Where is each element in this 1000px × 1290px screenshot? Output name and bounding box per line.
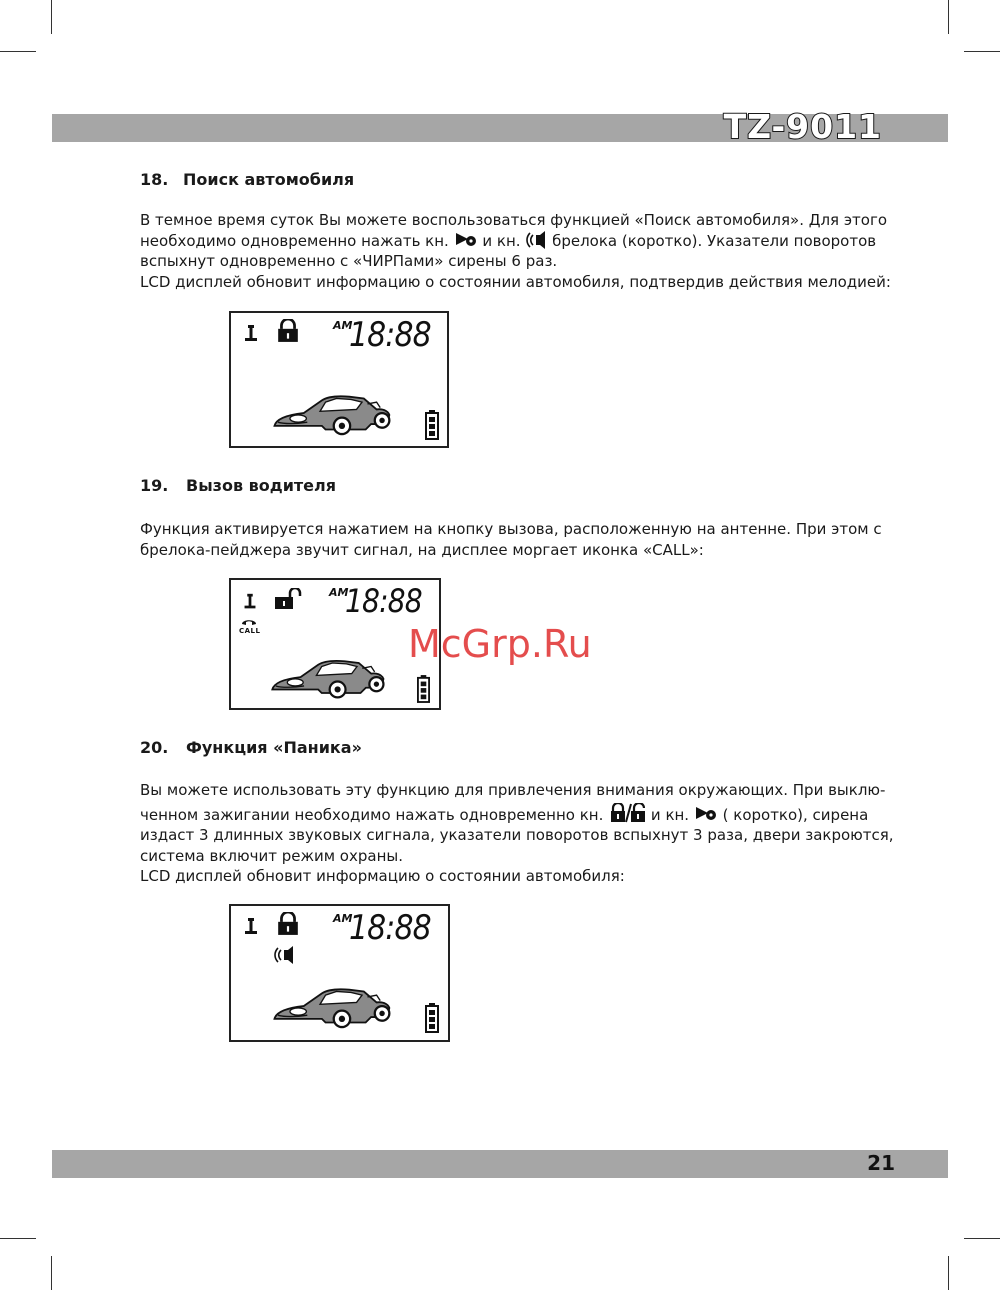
lock-closed-icon bbox=[276, 319, 300, 343]
antenna-icon bbox=[243, 592, 257, 612]
section-number: 20. bbox=[140, 738, 169, 757]
siren-button-icon bbox=[526, 231, 546, 249]
text-fragment: и кн. bbox=[482, 231, 521, 250]
siren-icon bbox=[273, 946, 295, 964]
car-icon bbox=[269, 980, 393, 1034]
section-19-heading bbox=[140, 476, 336, 495]
section-title: Вызов водителя bbox=[186, 476, 337, 495]
battery-icon bbox=[425, 410, 439, 440]
section-title: Поиск автомобиля bbox=[183, 170, 355, 189]
lcd-time: 18:88 bbox=[345, 582, 422, 620]
am-indicator: AM bbox=[333, 319, 353, 332]
section-20-heading bbox=[140, 738, 362, 757]
phone-icon bbox=[241, 617, 257, 626]
call-indicator: CALL bbox=[239, 627, 261, 635]
crop-mark bbox=[51, 1256, 52, 1290]
text-line: Вы можете использовать эту функцию для привлечения внимания окружающих. При выклю- bbox=[140, 781, 886, 799]
text-line bbox=[140, 803, 870, 826]
lock-open-icon bbox=[273, 588, 303, 610]
text-fragment: ченном зажигании необходимо нажать одновременно кн. bbox=[140, 805, 604, 824]
lcd-time: 18:88 bbox=[349, 908, 431, 948]
section-title: Функция «Паника» bbox=[186, 738, 362, 757]
watermark: McGrp.Ru bbox=[408, 622, 592, 666]
page-number: 21 bbox=[867, 1151, 895, 1175]
text-line bbox=[140, 231, 877, 252]
lock-unlock-button-icon bbox=[609, 803, 645, 823]
text-fragment: и кн. bbox=[650, 805, 690, 824]
battery-icon bbox=[417, 675, 430, 703]
crop-mark bbox=[0, 51, 36, 52]
crop-mark bbox=[964, 51, 1000, 52]
model-title: TZ-9011 bbox=[723, 107, 882, 146]
text-line: LCD дисплей обновит информацию о состоянии автомобиля, подтвердив действия мелодией: bbox=[140, 272, 891, 291]
antenna-icon bbox=[244, 323, 258, 345]
section-18-text bbox=[140, 210, 891, 292]
text-line: издаст 3 длинных звуковых сигнала, указатели поворотов вспыхнут 3 раза, двери закроются, bbox=[140, 826, 894, 844]
car-icon bbox=[269, 387, 393, 441]
lcd-display-3 bbox=[229, 904, 450, 1042]
crop-mark bbox=[51, 0, 52, 34]
car-button-icon bbox=[695, 805, 717, 823]
lcd-time: 18:88 bbox=[349, 315, 431, 355]
section-number: 19. bbox=[140, 476, 169, 495]
section-19-text bbox=[140, 519, 882, 560]
text-fragment: ( коротко), сирена bbox=[722, 805, 869, 824]
text-line: LCD дисплей обновит информацию о состоянии автомобиля: bbox=[140, 867, 625, 885]
crop-mark bbox=[0, 1238, 36, 1239]
antenna-icon bbox=[244, 916, 258, 938]
text-line: Функция активируется нажатием на кнопку вызова, расположенную на антенне. При этом с bbox=[140, 520, 882, 538]
section-20-text bbox=[140, 780, 894, 887]
section-18-heading bbox=[140, 170, 354, 189]
text-fragment: необходимо одновременно нажать кн. bbox=[140, 231, 449, 250]
crop-mark bbox=[964, 1238, 1000, 1239]
section-number: 18. bbox=[140, 170, 169, 189]
am-indicator: AM bbox=[333, 912, 353, 925]
footer-bar bbox=[52, 1150, 948, 1178]
text-line: В темное время суток Вы можете воспользоваться функцией «Поиск автомобиля». Для этого bbox=[140, 211, 888, 229]
crop-mark bbox=[948, 1256, 949, 1290]
battery-icon bbox=[425, 1003, 439, 1033]
car-icon bbox=[267, 652, 387, 704]
lock-closed-icon bbox=[276, 912, 300, 936]
car-button-icon bbox=[455, 231, 477, 249]
lcd-display-1 bbox=[229, 311, 449, 448]
text-fragment: брелока (коротко). Указатели поворотов bbox=[552, 231, 877, 250]
text-line: брелока-пейджера звучит сигнал, на дисплее моргает иконка «CALL»: bbox=[140, 540, 704, 559]
am-indicator: AM bbox=[329, 586, 349, 599]
crop-mark bbox=[948, 0, 949, 34]
text-line: система включит режим охраны. bbox=[140, 846, 403, 865]
text-line: вспыхнут одновременно с «ЧИРПами» сирены 6 раз. bbox=[140, 252, 558, 270]
